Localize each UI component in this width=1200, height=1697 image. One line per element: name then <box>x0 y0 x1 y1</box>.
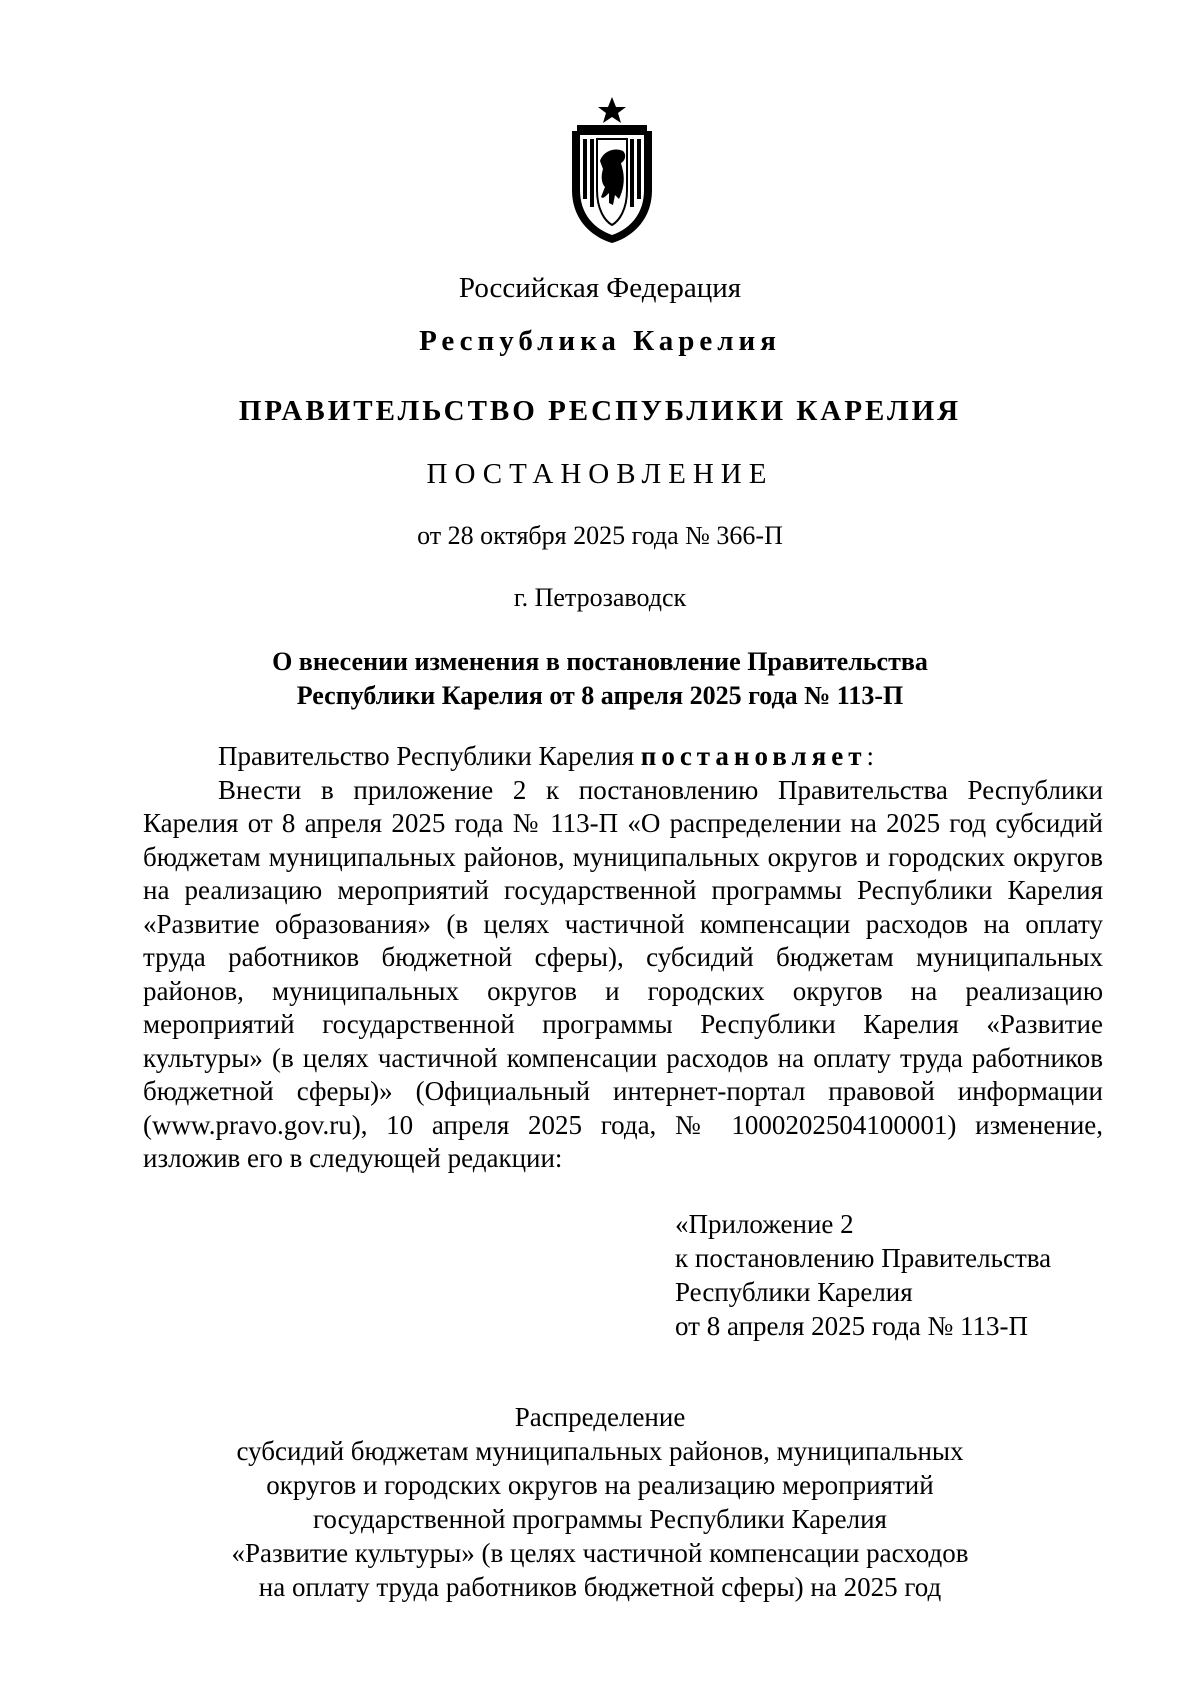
country-name: Российская Федерация <box>458 272 742 304</box>
republic-name: Республика Карелия <box>419 325 781 357</box>
government-name: ПРАВИТЕЛЬСТВО РЕСПУБЛИКИ КАРЕЛИЯ <box>238 395 962 427</box>
decree-intro-suffix: : <box>866 741 875 771</box>
distribution-title <box>0 1400 1200 1604</box>
appendix-line: к постановлению Правительства <box>675 1243 1052 1273</box>
document-type: ПОСТАНОВЛЕНИЕ <box>426 458 774 490</box>
coat-of-arms-karelia-icon <box>567 95 657 245</box>
distribution-line: округов и городских округов на реализацию мероприятий <box>266 1470 934 1500</box>
decree-paragraph: Внести в приложение 2 к постановлению Правительства Республики Карелия от 8 апреля 2025 года № 113-П «О распределении на 2025 год субсидий бюджетам муниципальных районов, муниципальных округов и городских округов на реализацию мероприятий государственной программы Республики Карелия «Развитие образования» (в целях частичной компенсации расходов на оплату труда работников бюджетной сферы), субсидий бюджетам муниципальных районов, муниципальных округов и городских округов на реализацию мероприятий государственной программы Республики Карелия «Развитие культуры» (в целях частичной компенсации расходов на оплату труда работников бюджетной сферы)» (Официальный интернет-портал правовой информации (www.pravo.gov.ru), 10 апреля 2025 года, № 1000202504100001) изменение, изложив его в следующей редакции: <box>143 774 1103 1173</box>
appendix-line: Республики Карелия <box>675 1277 913 1307</box>
distribution-line: субсидий бюджетам муниципальных районов, муниципальных <box>236 1436 964 1466</box>
decree-intro-prefix: Правительство Республики Карелия <box>218 741 641 771</box>
appendix-line: «Приложение 2 <box>675 1209 854 1239</box>
document-body <box>143 740 1103 1176</box>
distribution-line: государственной программы Республики Карелия <box>313 1504 887 1534</box>
appendix-line: от 8 апреля 2025 года № 113-П <box>675 1311 1028 1341</box>
distribution-line: Распределение <box>514 1402 686 1432</box>
decree-intro-verb: постановляет <box>640 741 867 771</box>
distribution-line: «Развитие культуры» (в целях частичной компенсации расходов <box>231 1538 969 1568</box>
document-city: г. Петрозаводск <box>513 583 687 612</box>
document-date-number: от 28 октября 2025 года № 366-П <box>417 521 783 550</box>
decree-intro <box>143 740 1103 774</box>
document-title-line: О внесении изменения в постановление Правительства <box>272 647 928 676</box>
distribution-line: на оплату труда работников бюджетной сферы) на 2025 год <box>258 1572 942 1602</box>
document-title-line: Республики Карелия от 8 апреля 2025 года № 113-П <box>296 681 904 710</box>
document-title <box>0 645 1200 713</box>
appendix-reference <box>675 1207 1051 1343</box>
